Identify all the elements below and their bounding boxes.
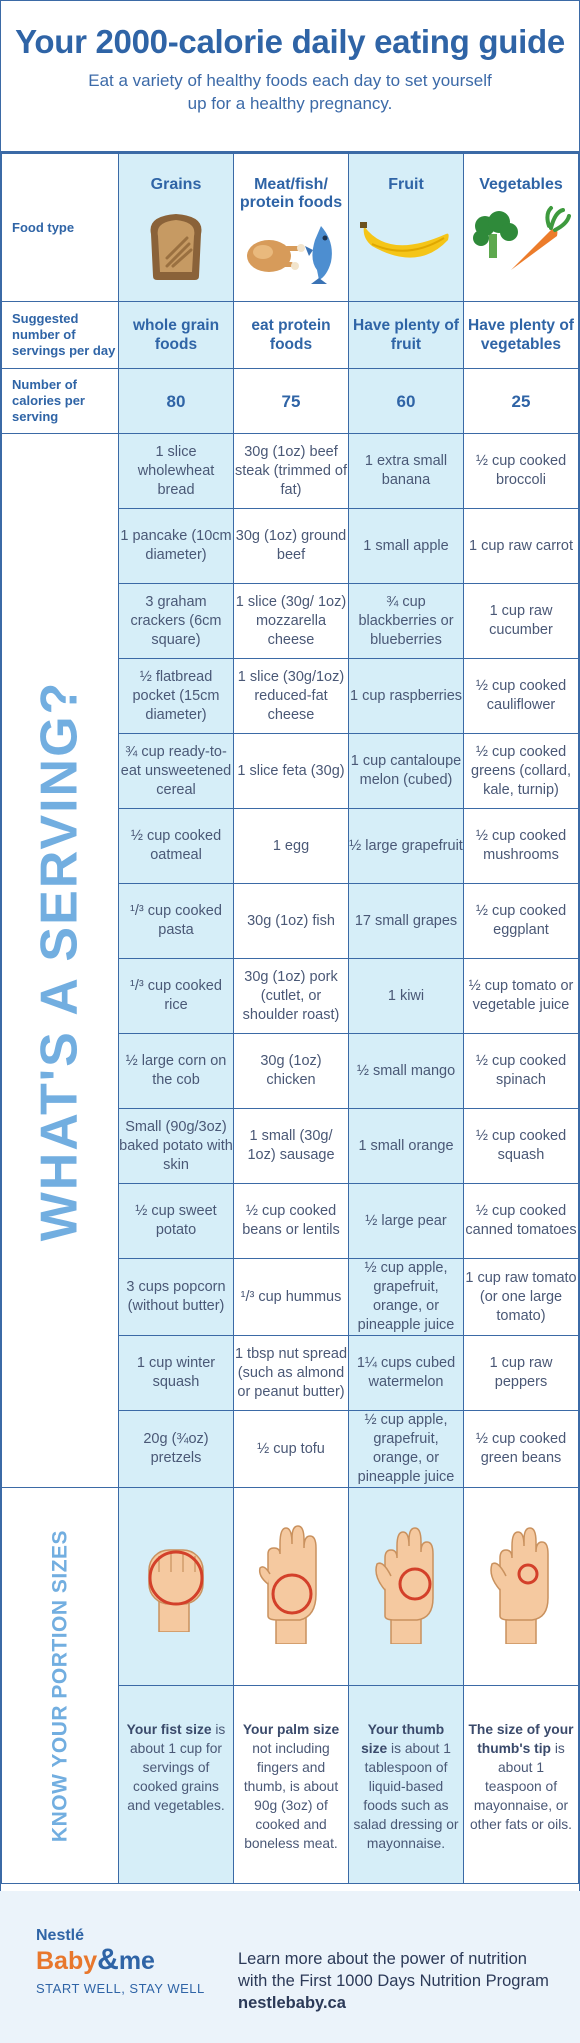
palm-icon [256,1524,326,1650]
serving-cell: ¹/³ cup cooked rice [119,959,234,1034]
servings-label: Suggested number of servings per day [2,302,119,369]
category-name: Grains [150,176,202,193]
serving-cell: ½ flatbread pocket (15cm diameter) [119,659,234,734]
portion-icon-cell [349,1488,464,1686]
website-link[interactable]: nestlebaby.ca [238,1994,346,2012]
serving-cell: 1 cup raspberries [349,659,464,734]
serving-cell: ½ large corn on the cob [119,1034,234,1109]
servings-grains: whole grain foods [119,302,234,369]
brand-baby-me [36,1943,205,1977]
brand-me: me [118,1947,155,1975]
chicken-fish-icon [234,220,348,290]
food-type-label: Food type [2,154,119,302]
serving-cell: 1 slice wholewheat bread [119,434,234,509]
calories-row [2,369,579,434]
serving-cell: 1¼ cups cubed watermelon [349,1336,464,1411]
page-title: Your 2000-calorie daily eating guide [15,23,565,60]
serving-cell: 30g (1oz) fish [234,884,349,959]
portion-description [349,1686,464,1884]
serving-cell: 1 small (30g/ 1oz) sausage [234,1109,349,1184]
serving-cell: ½ large grapefruit [349,809,464,884]
serving-cell: ½ cup sweet potato [119,1184,234,1259]
serving-cell: ½ cup cooked beans or lentils [234,1184,349,1259]
banana-icon [349,216,463,274]
serving-cell: 3 cups popcorn (without butter) [119,1259,234,1336]
portion-description [234,1686,349,1884]
serving-cell: 1 extra small banana [349,434,464,509]
learn-line-2: with the First 1000 Days Nutrition Program [238,1972,549,1990]
thumb-tip-icon [486,1524,556,1650]
serving-cell: ½ cup tomato or vegetable juice [464,959,579,1034]
category-name: Meat/fish/ protein foods [239,176,343,211]
serving-cell: ½ small mango [349,1034,464,1109]
portion-icon-cell [234,1488,349,1686]
portion-text: is about 1 cup for servings of cooked grains and vegetables. [127,1722,226,1813]
page-subtitle: Eat a variety of healthy foods each day to set yourself up for a healthy pregnancy. [88,71,492,113]
serving-cell: 1 slice feta (30g) [234,734,349,809]
brand-amp: & [97,1943,119,1976]
serving-cell: 1 cup winter squash [119,1336,234,1411]
broccoli-carrot-icon [464,204,578,278]
serving-cell: ½ large pear [349,1184,464,1259]
servings-row [2,302,579,369]
serving-cell: ¹/³ cup hummus [234,1259,349,1336]
category-vegetables [464,154,579,302]
learn-line-1: Learn more about the power of nutrition [238,1950,527,1968]
serving-cell: ½ cup tofu [234,1411,349,1488]
serving-cell: 1 cup raw tomato (or one large tomato) [464,1259,579,1336]
whats-a-serving-label-cell [2,434,119,1488]
portion-description [464,1686,579,1884]
know-portion-label-cell [2,1488,119,1884]
serving-cell: ½ cup cooked spinach [464,1034,579,1109]
serving-cell: ½ cup cooked broccoli [464,434,579,509]
calories-grains: 80 [119,369,234,434]
learn-more [238,1948,549,2014]
whats-a-serving-label: WHAT'S A SERVING? [30,680,89,1241]
portion-title: Your palm size [242,1722,340,1737]
serving-cell: 30g (1oz) ground beef [234,509,349,584]
servings-fruit: Have plenty of fruit [349,302,464,369]
category-protein [234,154,349,302]
serving-cell: 1 cup raw carrot [464,509,579,584]
bread-icon [119,210,233,288]
category-name: Vegetables [479,176,563,193]
serving-cell: ½ cup apple, grapefruit, orange, or pineapple juice [349,1259,464,1336]
thumb-icon [371,1524,441,1650]
portion-description [119,1686,234,1884]
serving-cell: 1 kiwi [349,959,464,1034]
fist-icon [141,1536,211,1638]
serving-cell: ½ cup cooked greens (collard, kale, turnip) [464,734,579,809]
calories-label: Number of calories per serving [2,369,119,434]
portion-icons-row [2,1488,579,1686]
serving-cell: ¹/³ cup cooked pasta [119,884,234,959]
serving-cell: 1 small orange [349,1109,464,1184]
eating-guide-table [1,153,579,1884]
serving-cell: Small (90g/3oz) baked potato with skin [119,1109,234,1184]
serving-row [2,434,579,509]
serving-cell: ½ cup cooked squash [464,1109,579,1184]
serving-cell: 1 tbsp nut spread (such as almond or peanut butter) [234,1336,349,1411]
portion-icon-cell [119,1488,234,1686]
category-fruit [349,154,464,302]
serving-cell: 1 cup raw peppers [464,1336,579,1411]
calories-protein: 75 [234,369,349,434]
serving-cell: 1 small apple [349,509,464,584]
calories-vegetables: 25 [464,369,579,434]
brand-baby: Baby [36,1947,98,1975]
serving-cell: ½ cup cooked canned tomatoes [464,1184,579,1259]
category-grains [119,154,234,302]
portion-title: Your fist size [126,1722,212,1737]
serving-cell: 1 slice (30g/1oz) reduced-fat cheese [234,659,349,734]
brand-logo[interactable] [36,1927,205,1996]
serving-cell: 1 egg [234,809,349,884]
serving-cell: 3 graham crackers (6cm square) [119,584,234,659]
portion-text: is about 1 teaspoon of mayonnaise, or other fats or oils. [470,1741,572,1832]
serving-cell: 30g (1oz) beef steak (trimmed of fat) [234,434,349,509]
serving-cell: ½ cup cooked cauliflower [464,659,579,734]
serving-cell: ¾ cup ready-to-eat unsweetened cereal [119,734,234,809]
header [1,1,579,153]
footer [0,1891,580,2043]
food-type-row [2,154,579,302]
serving-cell: 30g (1oz) pork (cutlet, or shoulder roast) [234,959,349,1034]
servings-protein: eat protein foods [234,302,349,369]
know-portion-label: KNOW YOUR PORTION SIZES [48,1529,72,1842]
portion-icon-cell [464,1488,579,1686]
brand-tagline: START WELL, STAY WELL [36,1981,205,1996]
serving-cell: 1 cup cantaloupe melon (cubed) [349,734,464,809]
serving-cell: 1 pancake (10cm diameter) [119,509,234,584]
serving-cell: ½ cup cooked eggplant [464,884,579,959]
portion-text: not including fingers and thumb, is about 90g (3oz) of cooked and boneless meat. [243,1741,339,1851]
serving-cell: 1 cup raw cucumber [464,584,579,659]
portion-text: is about 1 tablespoon of liquid-based foods such as salad dressing or mayonnaise. [353,1741,459,1851]
serving-cell: ½ cup cooked oatmeal [119,809,234,884]
serving-cell: ¾ cup blackberries or blueberries [349,584,464,659]
calories-fruit: 60 [349,369,464,434]
portion-title: Your thumb size [361,1722,445,1756]
serving-cell: 1 slice (30g/ 1oz) mozzarella cheese [234,584,349,659]
category-name: Fruit [388,176,424,193]
serving-cell: ½ cup cooked green beans [464,1411,579,1488]
portion-title: The size of your thumb's tip [468,1722,574,1756]
serving-cell: ½ cup apple, grapefruit, orange, or pineapple juice [349,1411,464,1488]
brand-nestle: Nestlé [36,1927,85,1944]
serving-cell: ½ cup cooked mushrooms [464,809,579,884]
serving-cell: 30g (1oz) chicken [234,1034,349,1109]
serving-cell: 20g (¾oz) pretzels [119,1411,234,1488]
servings-vegetables: Have plenty of vegetables [464,302,579,369]
serving-cell: 17 small grapes [349,884,464,959]
